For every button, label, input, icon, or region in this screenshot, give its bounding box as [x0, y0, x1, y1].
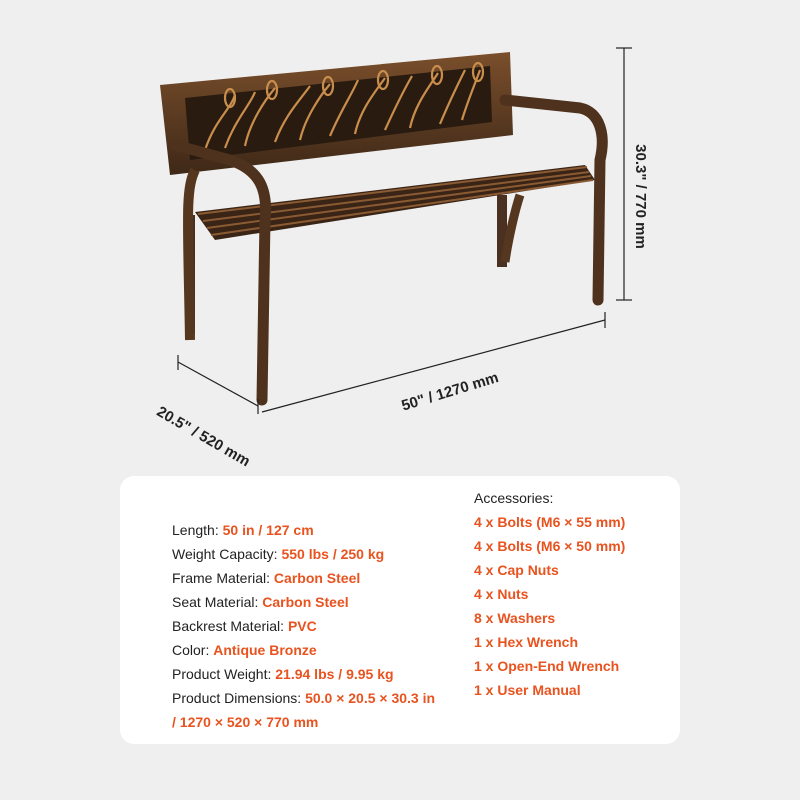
accessory-item: 1 x Hex Wrench [474, 634, 579, 650]
spec-row-color [172, 638, 462, 662]
accessory-item: 8 x Washers [474, 610, 556, 626]
spec-value: / 1270 × 520 × 770 mm [172, 714, 319, 730]
spec-row-dimensions-continued [172, 710, 462, 734]
spec-list [172, 518, 462, 734]
spec-label: Product Weight: [172, 666, 276, 682]
height-dimension-label: 30.3" / 770 mm [631, 144, 649, 249]
spec-label: Product Dimensions: [172, 690, 306, 706]
spec-row-length [172, 518, 462, 542]
spec-value: Carbon Steel [273, 570, 361, 586]
accessory-item: 4 x Nuts [474, 586, 529, 602]
spec-row-seat-material [172, 590, 462, 614]
accessory-item: 4 x Bolts (M6 × 50 mm) [474, 538, 626, 554]
spec-row-weight-capacity [172, 542, 462, 566]
width-dimension-label: 50" / 1270 mm [399, 368, 501, 415]
spec-value: Antique Bronze [213, 642, 317, 658]
spec-card [120, 476, 680, 744]
accessory-item: 4 x Bolts (M6 × 55 mm) [474, 514, 626, 530]
spec-value: 50 in / 127 cm [222, 522, 314, 538]
spec-label: Length: [172, 522, 223, 538]
accessories-title: Accessories: [474, 490, 554, 506]
accessories-list [474, 486, 674, 702]
spec-label: Seat Material: [172, 594, 263, 610]
spec-label: Color: [172, 642, 214, 658]
spec-value: 21.94 lbs / 9.95 kg [275, 666, 394, 682]
spec-value: PVC [287, 618, 317, 634]
spec-value: 550 lbs / 250 kg [281, 546, 385, 562]
spec-row-backrest-material [172, 614, 462, 638]
spec-value: 50.0 × 20.5 × 30.3 in [305, 690, 436, 706]
bench-front-leg-right [505, 195, 520, 262]
spec-row-product-weight [172, 662, 462, 686]
spec-label: Weight Capacity: [172, 546, 282, 562]
depth-dimension-label: 20.5" / 520 mm [153, 403, 253, 471]
spec-label: Frame Material: [172, 570, 274, 586]
accessory-item: 1 x Open-End Wrench [474, 658, 620, 674]
spec-label: Backrest Material: [172, 618, 288, 634]
spec-value: Carbon Steel [262, 594, 349, 610]
spec-row-product-dimensions [172, 686, 462, 710]
accessory-item: 1 x User Manual [474, 682, 581, 698]
accessory-item: 4 x Cap Nuts [474, 562, 559, 578]
spec-row-frame-material [172, 566, 462, 590]
